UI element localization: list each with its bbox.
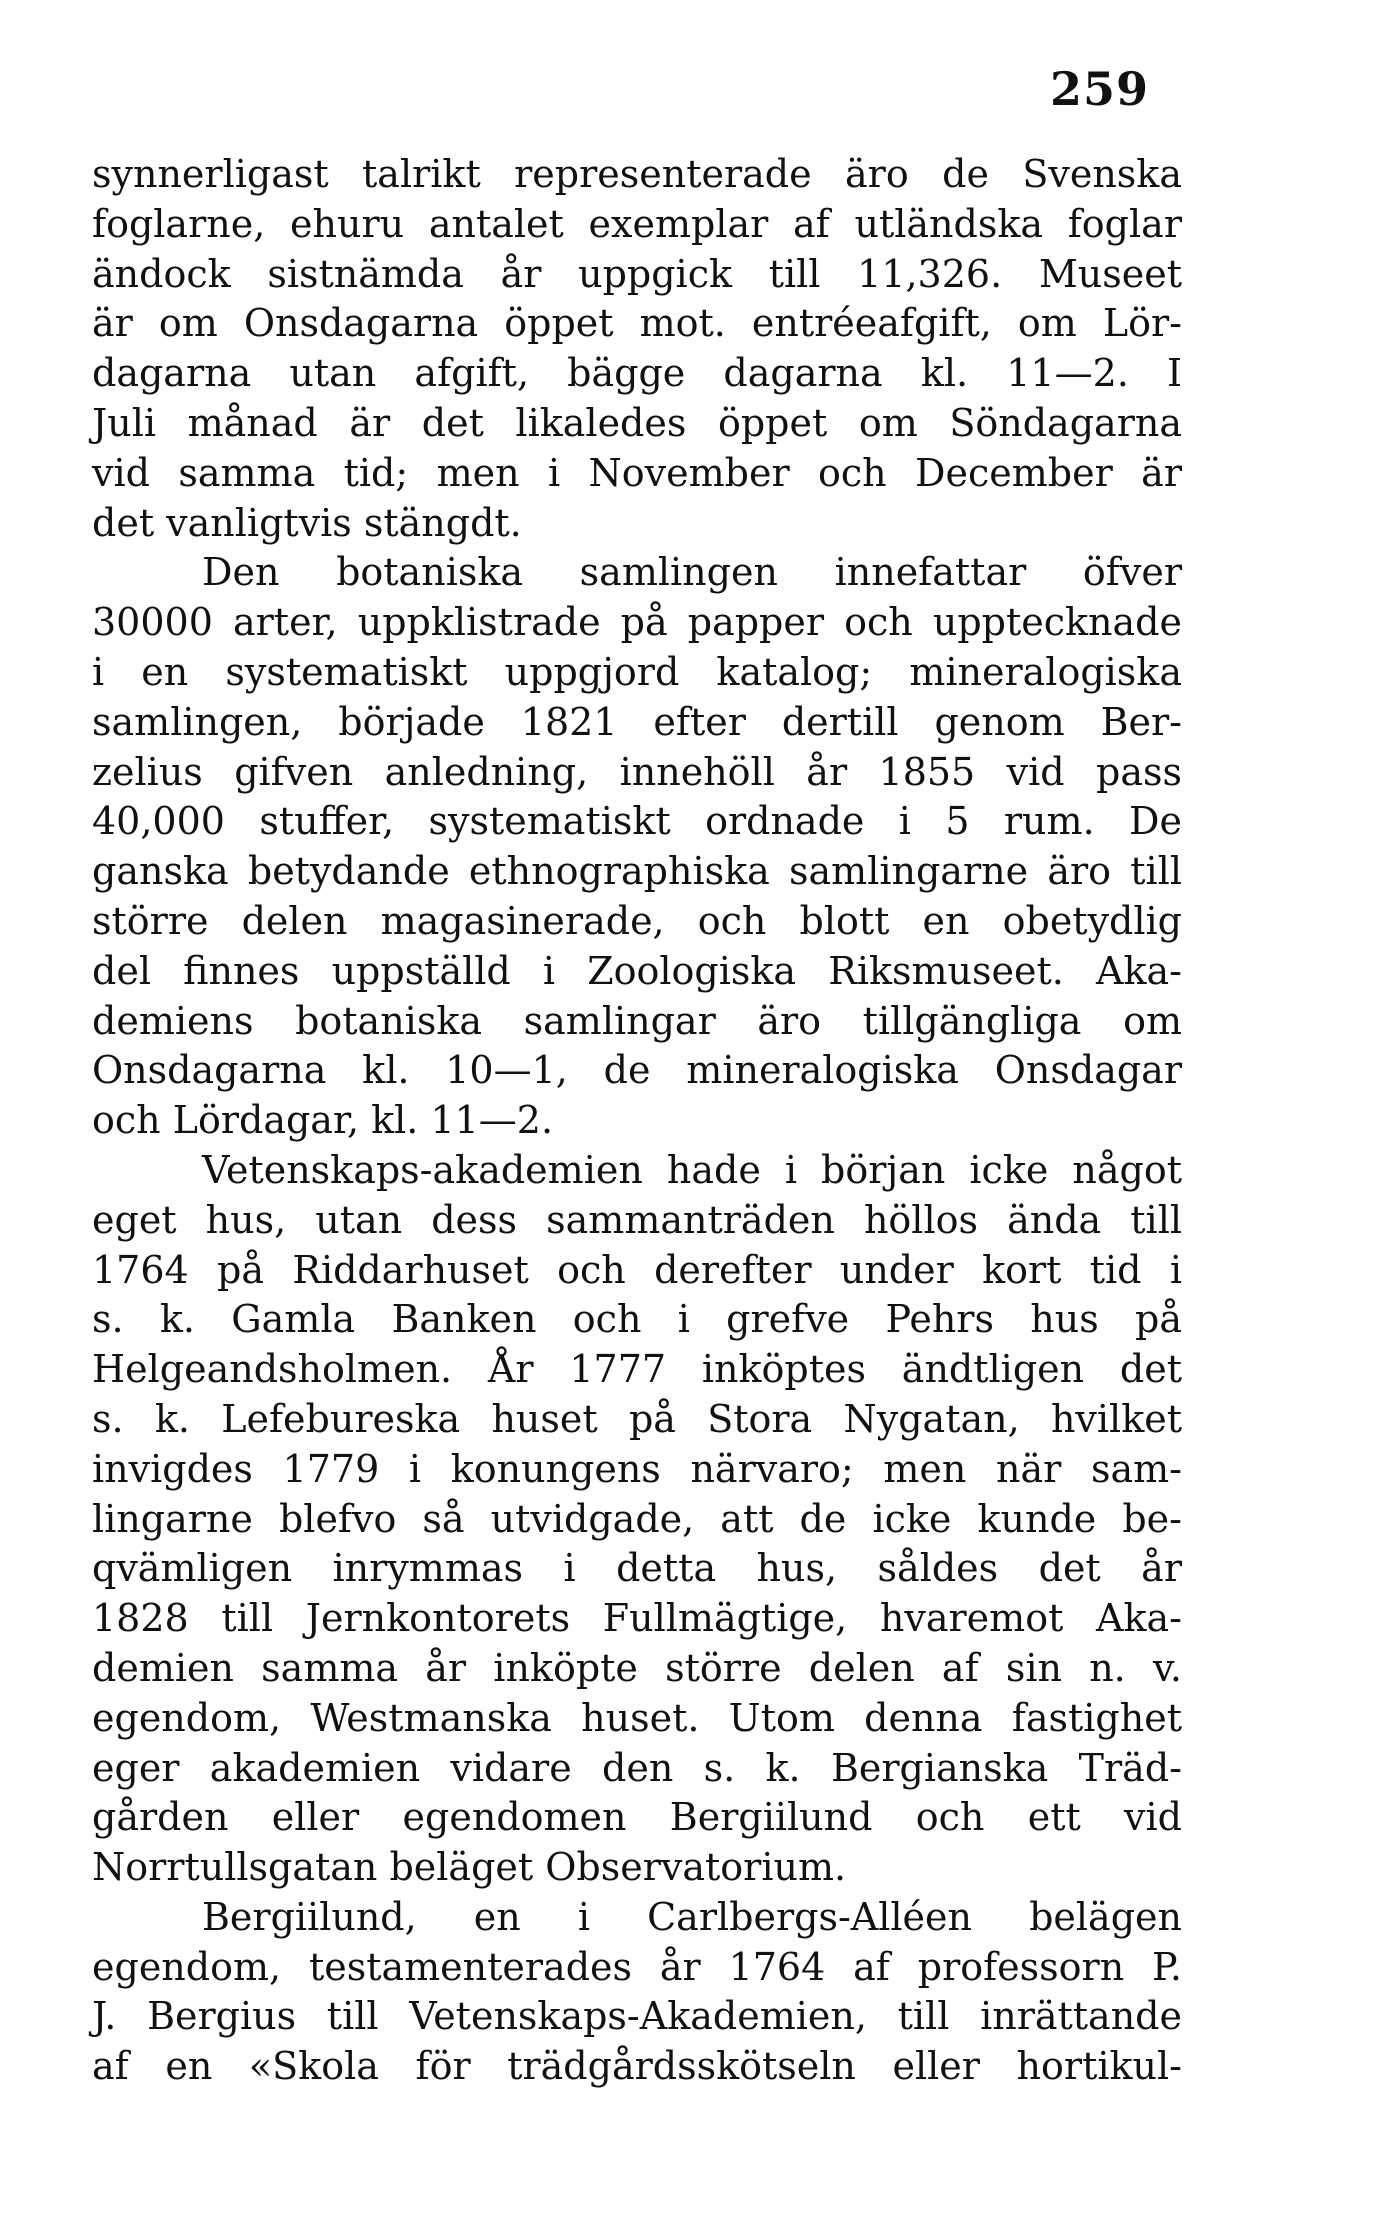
text-line: 1764 på Riddarhuset och derefter under kort tid i [92,1247,1182,1292]
text-line: dagarna utan afgift, bägge dagarna kl. 11—2. I [92,351,1182,396]
text-line: och Lördagar, kl. 11—2. [92,1098,554,1143]
text-line: vid samma tid; men i November och December är [92,450,1182,495]
text-line: gården eller egendomen Bergiilund och ett vid [92,1795,1182,1840]
text-line: ändock sistnämda år uppgick till 11,326. Museet [92,251,1182,296]
text-line: Den botaniska samlingen innefattar öfver [202,550,1182,595]
text-line: Vetenskaps-akademien hade i början icke något [202,1147,1182,1192]
text-line: egendom, Westmanska huset. Utom denna fastighet [92,1695,1182,1740]
text-line: Norrtullsgatan beläget Observatorium. [92,1845,847,1890]
text-line: lingarne blefvo så utvidgade, att de icke kunde be- [92,1496,1182,1541]
text-line: af en «Skola för trädgårdsskötseln eller hortikul- [92,2044,1182,2089]
text-line: demiens botaniska samlingar äro tillgängliga om [92,998,1182,1043]
text-line: foglarne, ehuru antalet exemplar af utländska foglar [92,201,1182,246]
text-line: 40,000 stuffer, systematiskt ordnade i 5 rum. De [92,799,1182,844]
text-line: är om Onsdagarna öppet mot. entréeafgift, om Lör- [92,301,1182,346]
page-number: 259 [1050,62,1150,116]
text-line: s. k. Lefebureska huset på Stora Nygatan, hvilket [92,1396,1182,1441]
text-line: Onsdagarna kl. 10—1, de mineralogiska Onsdagar [92,1048,1182,1093]
text-line: invigdes 1779 i konungens närvaro; men när sam- [92,1446,1182,1491]
text-line: Bergiilund, en i Carlbergs-Alléen belägen [202,1894,1182,1939]
text-line: 1828 till Jernkontorets Fullmägtige, hvaremot Aka- [92,1596,1182,1641]
text-line: zelius gifven anledning, innehöll år 1855 vid pass [92,749,1182,794]
text-line: större delen magasinerade, och blott en obetydlig [92,898,1182,943]
text-line: eget hus, utan dess sammanträden höllos ända till [92,1197,1182,1242]
text-line: qvämligen inrymmas i detta hus, såldes det år [92,1546,1182,1591]
text-line: 30000 arter, uppklistrade på papper och upptecknade [92,600,1182,645]
text-line: synnerligast talrikt representerade äro de Svenska [92,152,1182,196]
body-text [92,150,1182,2092]
text-line: det vanligtvis stängdt. [92,500,522,545]
text-line: del finnes uppställd i Zoologiska Riksmuseet. Aka- [92,948,1182,993]
text-line: ganska betydande ethnographiska samlingarne äro till [92,849,1182,894]
text-line: Juli månad är det likaledes öppet om Söndagarna [92,400,1182,445]
text-line: s. k. Gamla Banken och i grefve Pehrs hus på [92,1297,1182,1342]
text-line: demien samma år inköpte större delen af sin n. v. [92,1645,1182,1690]
text-line: i en systematiskt uppgjord katalog; mineralogiska [92,649,1182,694]
text-line: egendom, testamenterades år 1764 af professorn P. [92,1944,1182,1989]
text-line: Helgeandsholmen. År 1777 inköptes ändtligen det [92,1347,1182,1392]
text-line: eger akademien vidare den s. k. Bergianska Träd- [92,1745,1182,1790]
text-line: J. Bergius till Vetenskaps-Akademien, till inrättande [92,1994,1182,2039]
text-line: samlingen, började 1821 efter dertill genom Ber- [92,699,1182,744]
